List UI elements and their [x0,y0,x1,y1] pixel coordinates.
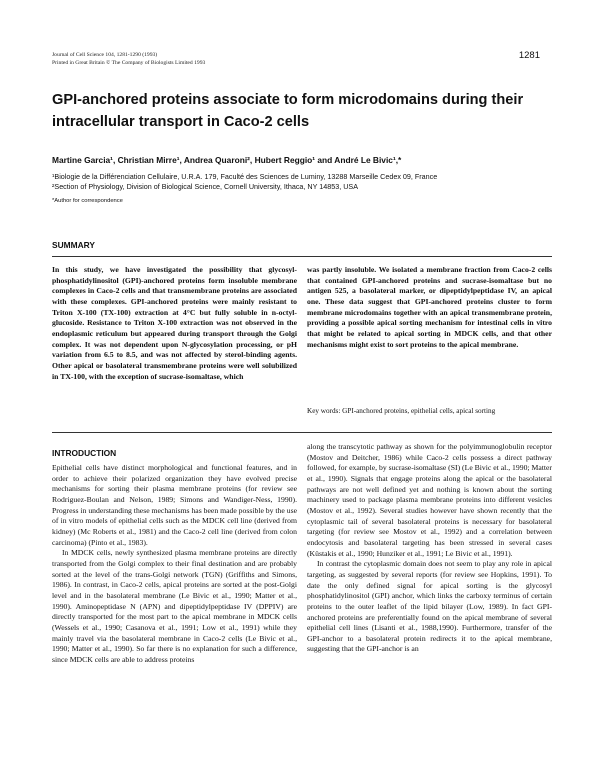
affiliation-1: ¹Biologie de la Différenciation Cellulaire, U.R.A. 179, Faculté des Sciences de Luminy, 13288 Marseille Cedex 09, France [52,172,438,181]
page-number: 1281 [518,50,540,61]
intro-paragraph-1: Epithelial cells have distinct morphological and functional features, and in order to achieve their polarized organization they have evolved precise mechanisms for sorting their plasma membrane proteins (for review see Rodriguez-Boulan and Nelson, 1989; Simons and Wandiger-Ness, 1990). Progress in understanding these mechanisms has been made possible by the use of in vitro models of epithelial cells such as the MDCK cell line (derived from kidney) (Mc Roberts et al., 1981) and the Caco-2 cell line (derived from colon carcinoma) (Pinto et al., 1983). [52,463,297,547]
affiliation-2: ²Section of Physiology, Division of Biological Science, Cornell University, Ithaca, NY 14853, USA [52,182,359,191]
abstract-right-column: was partly insoluble. We isolated a membrane fraction from Caco-2 cells that contained GPI-anchored proteins and sucrase-isomaltase but no antigen 525, a basolateral marker, or dipeptidylpeptidase IV, an apical one. These data suggest that GPI-anchored proteins cluster to form membrane microdomains together with an apical transmembrane protein, providing a possible apical sorting mechanism for intestinal cells in vitro that might be related to apical sorting in MDCK cells, and that other mechanisms might exist to sort proteins to the apical membrane. [307,265,552,349]
intro-paragraph-2: In MDCK cells, newly synthesized plasma membrane proteins are directly transported from the Golgi complex to their final destination and are probably sorted at the level of the trans-Golgi network (TGN) (Griffiths and Simons, 1986). In contrast, in Caco-2 cells, apical proteins are sorted at the post-Golgi level and in the basolateral membrane (Le Bivic et al., 1990; Matter et al., 1990). Aminopeptidase N (APN) and dipeptidylpeptidase IV (DPPIV) are directly transported for the most part to the apical membrane in MDCK cells (Wessels et al., 1990; Casanova et al., 1991; Low et al., 1991) while they mainly travel via the basolateral membrane in Caco-2 cells (Le Bivic et al., 1990; Matter et al., 1990). So far there is no explanation for such a difference, since MDCK cells are able to address proteins [52,548,297,664]
correspondence-note: *Author for correspondence [52,198,123,204]
author-list: Martine Garcia¹, Christian Mirre¹, Andrea Quaroni², Hubert Reggio¹ and André Le Bivic¹,* [52,155,402,165]
intro-paragraph-3: along the transcytotic pathway as shown for the polyimmunoglobulin receptor (Mostov and Deitcher, 1986) while Caco-2 cells possess a direct pathway followed, for example, by sucrase-isomaltase (SI) (Le Bivic et al., 1990; Matter et al., 1990). Signals that engage proteins along the apical or the basolateral pathways are not well defined yet and nothing is known about the sorting machinery used to package plasma membrane proteins into different vesicles (Mostov et al., 1992). Several studies however have shown recently that the cytoplasmic tail of several basolateral proteins is necessary for basolateral targeting (for review see Mostov et al., 1992) and a correlation between endocytosis and basolateral targeting has been stressed in several cases (Küstakis et al., 1990; Hunziker et al., 1991; Le Bivic et al., 1991). [307,442,552,558]
journal-copyright: Printed in Great Britain © The Company of Biologists Limited 1993 [52,59,206,66]
summary-divider [52,256,552,257]
keywords: Key words: GPI-anchored proteins, epithelial cells, apical sorting [307,407,496,415]
journal-info [52,52,205,67]
paper-title: GPI-anchored proteins associate to form microdomains during their intracellular transport in Caco-2 cells [52,92,524,130]
intro-paragraph-4: In contrast the cytoplasmic domain does not seem to play any role in apical targeting, as suggested by several reports (for review see Hopkins, 1991). To date the only defined signal for apical sorting is the glycosyl phosphatidylinositol (GPI) anchor, which links the carboxy terminus of certain proteins to the outer leaflet of the lipid bilayer (Low, 1989). In fact GPI-anchored proteins are preferentially found on the apical membrane of several epithelial cell lines (Lisanti et al., 1988,1990). Furthermore, transfer of the GPI-anchor to a basolateral protein redirects it to the apical membrane, suggesting that the GPI-anchor is an [307,559,552,654]
section-divider [52,432,552,433]
abstract-left-column: In this study, we have investigated the possibility that glycosyl-phosphatidylinositol (GPI)-anchored proteins form insoluble membrane complexes in Caco-2 cells and that transmembrane proteins are associated with these complexes. GPI-anchored proteins were mainly resistant to Triton X-100 (TX-100) extraction at 4°C but fully soluble in n-octyl-glucoside. Resistance to Triton X-100 extraction was not observed in the endoplasmic reticulum but appeared during transport through the Golgi complex. It was not dependent upon N-glycosylation processing, or pH variation from 6.5 to 8.5, and was not affected by sterol-binding agents. Other apical or basolateral transmembrane proteins were well solubilized in TX-100, with the exception of sucrase-isomaltase, which [52,265,297,381]
introduction-right-column [307,442,552,655]
introduction-left-column [52,463,297,665]
introduction-heading: INTRODUCTION [52,448,117,458]
journal-citation: Journal of Cell Science 104, 1281-1290 (1993) [52,52,158,58]
summary-heading: SUMMARY [52,240,95,250]
